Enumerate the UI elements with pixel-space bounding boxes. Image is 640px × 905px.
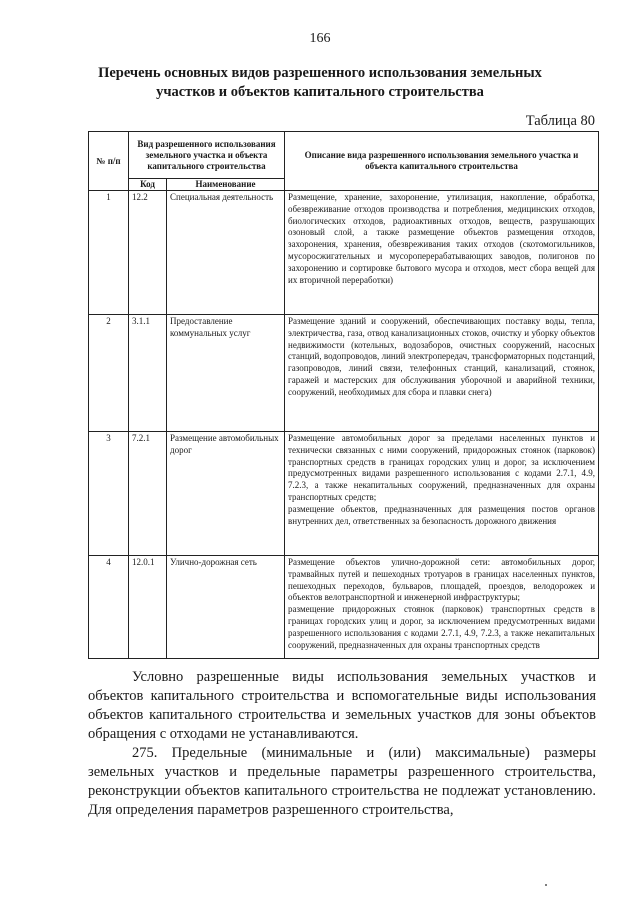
row-number: 1 xyxy=(89,191,129,315)
row-name: Предоставление коммунальных услуг xyxy=(167,315,285,432)
paragraph: 275. Предельные (минимальные и (или) максимальные) размеры земельных участков и предельные параметры разрешенного строительства, реконструкции объектов капитального строительства не подлежат установлению. Для определения параметров разрешенного строительства, xyxy=(88,745,596,818)
table-caption: Таблица 80 xyxy=(525,113,595,129)
row-code: 12.0.1 xyxy=(129,556,167,659)
header-code: Код xyxy=(129,179,167,191)
scan-speck xyxy=(545,884,547,886)
paragraph: Условно разрешенные виды использования земельных участков и объектов капитального строительства и вспомогательные виды использования объектов капитального строительства и земельных участков для зоны объектов обращения с отходами не устанавливаются. xyxy=(88,669,596,742)
table-row xyxy=(89,315,599,432)
row-description: Размещение, хранение, захоронение, утилизация, накопление, обработка, обезвреживание отходов производства и потребления, медицинских отходов, биологических отходов, радиоактивных отходов, веществ, разрушающих озоновый слой, а также размещение объектов размещения отходов, захоронения, хранения, обезвреживания таких отходов (скотомогильников, мусоросжигательных и мусороперерабатывающих заводов, полигонов по захоронению и сортировке бытового мусора и отходов, мест сбора вещей для их вторичной переработки) xyxy=(285,191,599,315)
row-description xyxy=(285,556,599,659)
header-number: № п/п xyxy=(89,132,129,191)
row-name: Специальная деятельность xyxy=(167,191,285,315)
row-number: 4 xyxy=(89,556,129,659)
table-row xyxy=(89,556,599,659)
row-number: 2 xyxy=(89,315,129,432)
row-description-part: размещение придорожных стоянок (парковок) транспортных средств в границах городских улиц и дорог, за исключением предусмотренных видами разрешенного использования с кодами 2.7.1, 4.9, 7.2.3, а также некапитальных сооружений, предназначенных для охраны транспортных средств xyxy=(288,604,596,650)
body-text xyxy=(88,668,596,820)
table-row xyxy=(89,191,599,315)
row-code: 12.2 xyxy=(129,191,167,315)
land-use-table xyxy=(88,131,599,659)
row-name: Улично-дорожная сеть xyxy=(167,556,285,659)
row-description-part: Размещение объектов улично-дорожной сети: автомобильных дорог, трамвайных путей и пешеходных тротуаров в границах населенных пунктов, пешеходных переходов, бульваров, площадей, проездов, велодорожек и объектов велотранспортной и инженерной инфраструктуры; xyxy=(288,557,596,603)
page-number: 166 xyxy=(309,31,331,46)
table-row xyxy=(89,432,599,556)
row-code: 7.2.1 xyxy=(129,432,167,556)
header-name: Наименование xyxy=(167,179,285,191)
row-description: Размещение зданий и сооружений, обеспечивающих поставку воды, тепла, электричества, газа, отвод канализационных стоков, очистку и уборку объектов недвижимости (котельных, водозаборов, очистных сооружений, насосных станций, водопроводов, линий электропередач, трансформаторных подстанций, газопроводов, линий связи, телефонных станций, канализаций, стоянок, гаражей и мастерских для обслуживания уборочной и аварийной техники, сооружений, необходимых для сбора и плавки снега) xyxy=(285,315,599,432)
row-description xyxy=(285,432,599,556)
header-description: Описание вида разрешенного использования земельного участка и объекта капитального строительства xyxy=(285,132,599,191)
row-number: 3 xyxy=(89,432,129,556)
table-header-row xyxy=(89,132,599,179)
row-description-part: размещение объектов, предназначенных для размещения постов органов внутренних дел, ответственных за безопасность дорожного движения xyxy=(288,503,596,526)
row-description-part: Размещение автомобильных дорог за пределами населенных пунктов и технически связанных с ними сооружений, придорожных стоянок (парковок) транспортных средств в границах городских улиц и дорог, за исключением предусмотренных видами разрешенного использования с кодами 2.7.1, 4.9, 7.2.3, а также некапитальных сооружений, предназначенных для охраны транспортных средств; xyxy=(288,433,596,502)
document-heading: Перечень основных видов разрешенного использования земельных участков и объектов капитального строительства xyxy=(98,65,542,100)
row-code: 3.1.1 xyxy=(129,315,167,432)
header-use-kind: Вид разрешенного использования земельного участка и объекта капитального строительства xyxy=(129,132,285,179)
row-name: Размещение автомобильных дорог xyxy=(167,432,285,556)
